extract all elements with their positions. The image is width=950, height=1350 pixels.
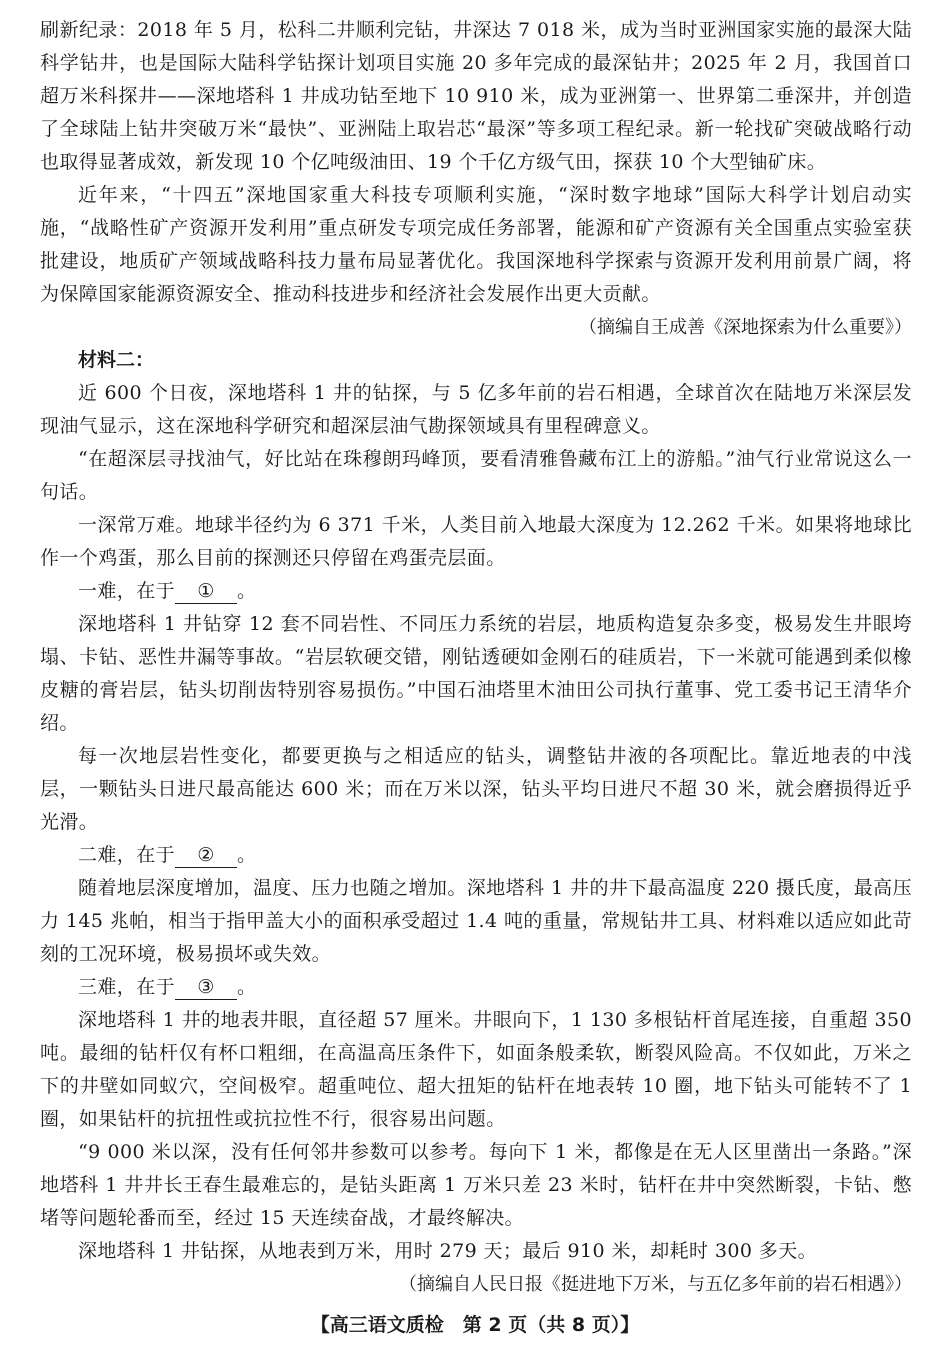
difficulty-3-prefix: 三难，在于 (78, 976, 176, 998)
difficulty-1-line (40, 575, 912, 608)
material-2-paragraph: 深地塔科 1 井钻探，从地表到万米，用时 279 天；最后 910 米，却耗时 300 多天。 (78, 1240, 818, 1262)
material-2-paragraph: 深地塔科 1 井钻穿 12 套不同岩性、不同压力系统的岩层，地质构造复杂多变，极易发生井眼垮塌、卡钻、恶性井漏等事故。“岩层软硬交错，刚钻透硬如金刚石的硅质岩，下一米就可能遇到柔似橡皮糖的膏岩层，钻头切削齿特别容易损伤。”中国石油塔里木油田公司执行董事、党工委书记王清华介绍。 (40, 613, 912, 734)
material-2-paragraph: 每一次地层岩性变化，都要更换与之相适应的钻头，调整钻井液的各项配比。靠近地表的中浅层，一颗钻头日进尺最高能达 600 米；而在万米以深，钻头平均日进尺不超 30 米，就会磨损得近乎光滑。 (40, 745, 912, 833)
difficulty-2-line (40, 839, 912, 872)
material-2-heading: 材料二： (78, 349, 155, 371)
difficulty-1-prefix: 一难，在于 (78, 580, 176, 602)
difficulty-3-suffix: 。 (237, 976, 257, 998)
source-citation-1: （摘编自王成善《深地探索为什么重要》） (579, 317, 912, 338)
material-2-paragraph: 近 600 个日夜，深地塔科 1 井的钻探，与 5 亿多年前的岩石相遇，全球首次在陆地万米深层发现油气显示，这在深地科学研究和超深层油气勘探领域具有里程碑意义。 (40, 382, 912, 437)
fill-in-blank-2[interactable]: ② (175, 843, 237, 868)
source-citation-2: （摘编自人民日报《挺进地下万米，与五亿多年前的岩石相遇》） (399, 1274, 912, 1295)
fill-in-blank-1[interactable]: ① (175, 579, 237, 604)
material-2-paragraph: “9 000 米以深，没有任何邻井参数可以参考。每向下 1 米，都像是在无人区里凿出一条路。”深地塔科 1 井井长王春生最难忘的，是钻头距离 1 万米只差 23 米时，钻杆在井中突然断裂，卡钻、憋堵等问题轮番而至，经过 15 天连续奋战，才最终解决。 (40, 1141, 912, 1229)
document-page (40, 14, 912, 1301)
intro-paragraph-continued: 刷新纪录：2018 年 5 月，松科二井顺利完钻，井深达 7 018 米，成为当时亚洲国家实施的最深大陆科学钻井，也是国际大陆科学钻探计划项目实施 20 多年完成的最深钻井；2025 年 2 月，我国首口超万米科探井——深地塔科 1 井成功钻至地下 10 910 米，成为亚洲第一、世界第二垂深井，并创造了全球陆上钻井突破万米“最快”、亚洲陆上取岩芯“最深”等多项工程纪录。新一轮找矿突破战略行动也取得显著成效，新发现 10 个亿吨级油田、19 个千亿方级气田，探获 10 个大型铀矿床。 (40, 19, 912, 173)
fill-in-blank-3[interactable]: ③ (175, 975, 237, 1000)
material-2-paragraph: “在超深层寻找油气，好比站在珠穆朗玛峰顶，要看清雅鲁藏布江上的游船。”油气行业常说这么一句话。 (40, 448, 912, 503)
difficulty-1-suffix: 。 (237, 580, 257, 602)
intro-paragraph: 近年来，“十四五”深地国家重大科技专项顺利实施，“深时数字地球”国际大科学计划启动实施，“战略性矿产资源开发利用”重点研发专项完成任务部署，能源和矿产资源有关全国重点实验室获批建设，地质矿产领域战略科技力量布局显著优化。我国深地科学探索与资源开发利用前景广阔，将为保障国家能源资源安全、推动科技进步和经济社会发展作出更大贡献。 (40, 184, 912, 305)
difficulty-2-suffix: 。 (237, 844, 257, 866)
difficulty-3-line (40, 971, 912, 1004)
material-2-paragraph: 随着地层深度增加，温度、压力也随之增加。深地塔科 1 井的井下最高温度 220 摄氏度，最高压力 145 兆帕，相当于指甲盖大小的面积承受超过 1.4 吨的重量，常规钻井工具、材料难以适应如此苛刻的工况环境，极易损坏或失效。 (40, 877, 912, 965)
difficulty-2-prefix: 二难，在于 (78, 844, 176, 866)
page-footer: 【高三语文质检 第 2 页（共 8 页）】 (310, 1314, 640, 1336)
material-2-paragraph: 深地塔科 1 井的地表井眼，直径超 57 厘米。井眼向下，1 130 多根钻杆首尾连接，自重超 350 吨。最细的钻杆仅有杯口粗细，在高温高压条件下，如面条般柔软，断裂风险高。不仅如此，万米之下的井壁如同蚁穴，空间极窄。超重吨位、超大扭矩的钻杆在地表转 10 圈，地下钻头可能转不了 1 圈，如果钻杆的抗扭性或抗拉性不行，很容易出问题。 (40, 1009, 912, 1130)
material-2-paragraph: 一深常万难。地球半径约为 6 371 千米，人类目前入地最大深度为 12.262 千米。如果将地球比作一个鸡蛋，那么目前的探测还只停留在鸡蛋壳层面。 (40, 514, 912, 569)
